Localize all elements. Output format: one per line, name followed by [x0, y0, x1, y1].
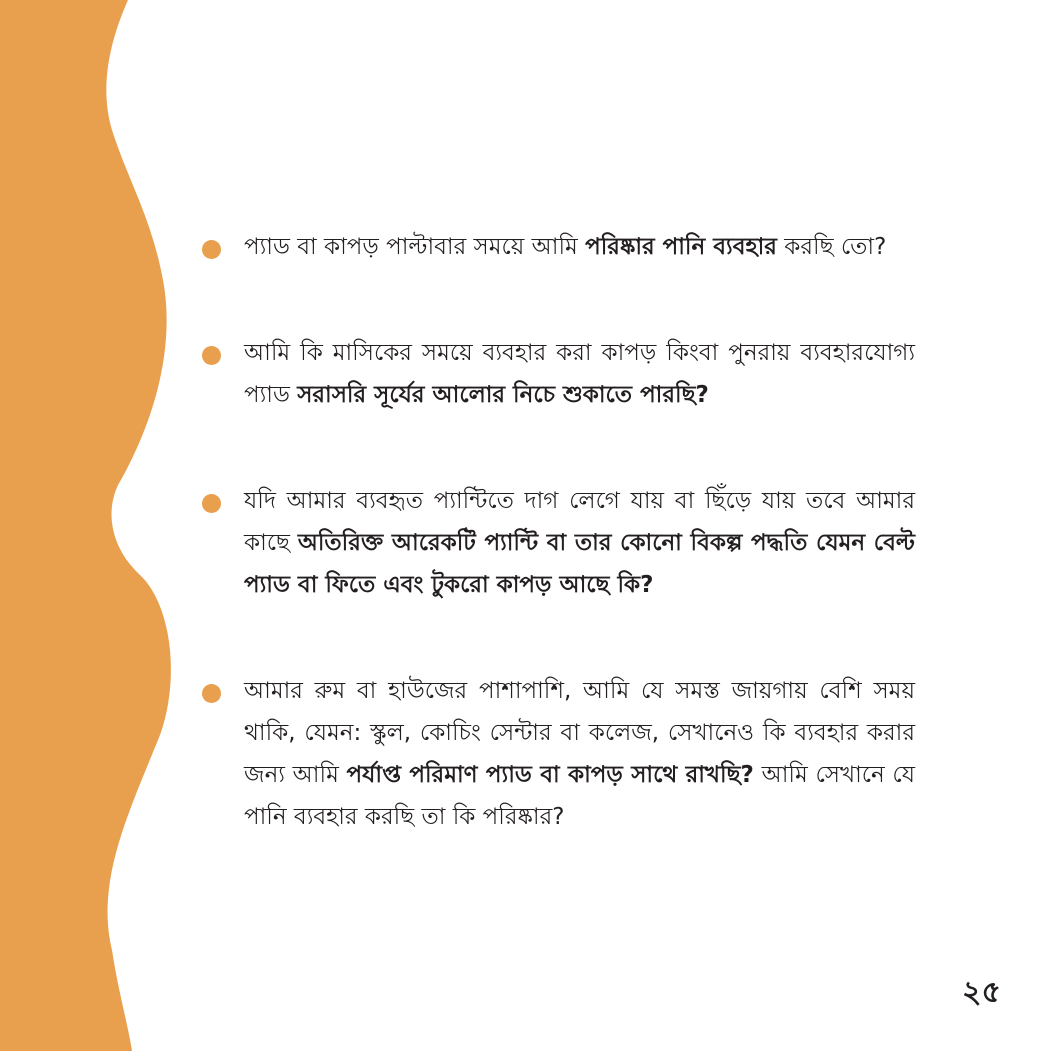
emphasis-text: অতিরিক্ত আরেকটি প্যান্টি বা তার কোনো বিকল্প পদ্ধতি যেমন বেল্ট প্যাড বা ফিতে এবং টুকরো কাপড় আছে কি? — [244, 530, 915, 598]
list-item — [200, 332, 915, 416]
list-item — [200, 670, 915, 838]
list-item-text — [244, 670, 915, 838]
list-item — [200, 226, 915, 268]
emphasis-text: পর্যাপ্ত পরিমাণ প্যাড বা কাপড় সাথে রাখছি? — [346, 762, 754, 788]
emphasis-text: সরাসরি সূর্যের আলোর নিচে শুকাতে পারছি? — [297, 382, 709, 408]
list-item-text — [244, 332, 915, 416]
body-text: আমি কি মাসিকের সময়ে ব্যবহার করা কাপড় কিংবা পুনরায় ব্যবহারযোগ্য প্যাড — [244, 340, 915, 408]
list-item — [200, 480, 915, 606]
checklist — [200, 226, 915, 838]
body-text: যদি আমার ব্যবহৃত প্যান্টিতে দাগ লেগে যায় বা ছিঁড়ে যায় তবে আমার কাছে — [244, 488, 915, 556]
bullet-dot-icon — [202, 346, 221, 365]
emphasis-text: পরিষ্কার পানি ব্যবহার — [585, 234, 777, 260]
body-text: আমি সেখানে যে পানি ব্যবহার করছি তা কি পরিষ্কার? — [244, 762, 915, 830]
body-text: আমার রুম বা হাউজের পাশাপাশি, আমি যে সমস্ত জায়গায় বেশি সময় থাকি, যেমন: স্কুল, কোচিং সেন্টার বা কলেজ, সেখানেও কি ব্যবহার করার জন্য আমি — [244, 678, 915, 788]
bullet-dot-icon — [202, 684, 221, 703]
list-item-text — [244, 480, 915, 606]
bullet-dot-icon — [202, 240, 221, 259]
body-text: প্যাড বা কাপড় পাল্টাবার সময়ে আমি — [244, 234, 586, 260]
page-number: ২৫ — [962, 975, 1001, 1010]
list-item-text — [244, 226, 915, 268]
body-text: করছি তো? — [776, 234, 887, 260]
bullet-dot-icon — [202, 494, 221, 513]
